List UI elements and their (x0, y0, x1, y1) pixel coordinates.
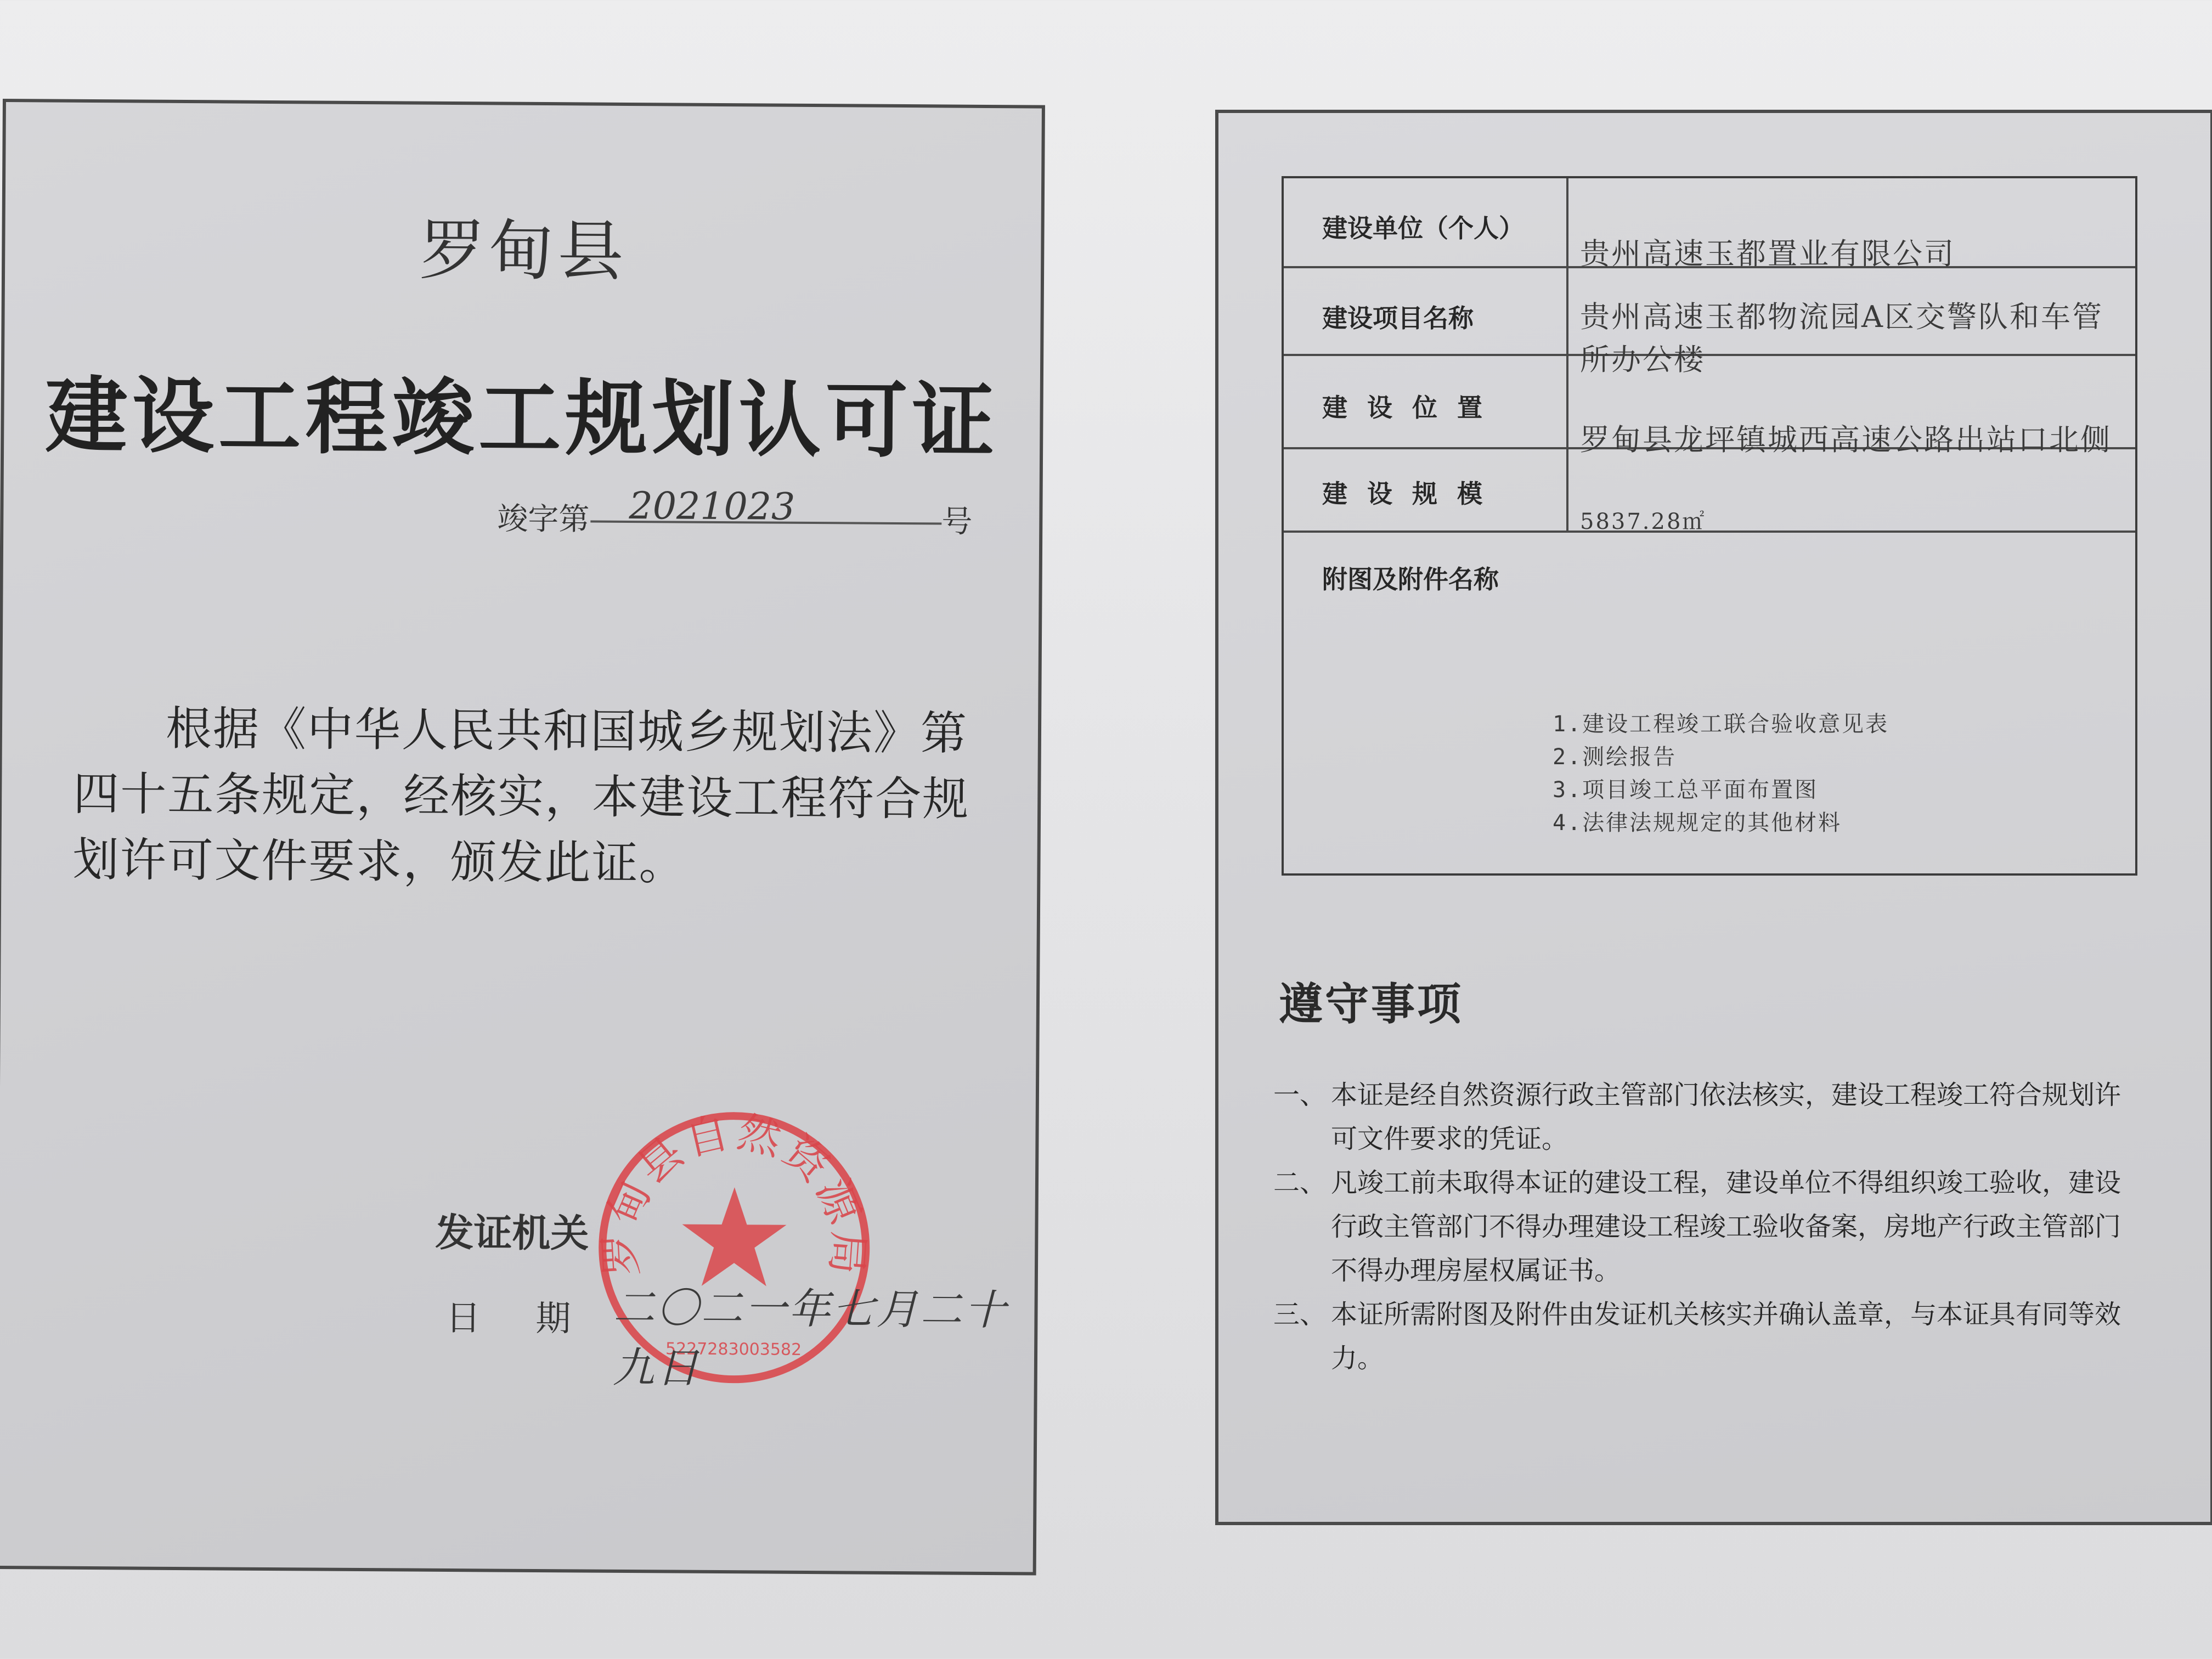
issuing-authority-label: 发证机关 (435, 1210, 589, 1256)
certificate-number-value: 2021023 (590, 484, 941, 525)
note-number: 一、 (1273, 1080, 1327, 1110)
attachments-label: 附图及附件名称 (1322, 565, 1499, 594)
project-info-table (1282, 176, 2137, 876)
certificate-left-page (0, 99, 1045, 1576)
construction-scale-value: 5837.28㎡ (1580, 509, 1706, 534)
note-number: 三、 (1273, 1299, 1327, 1330)
construction-unit-value: 贵州高速玉都置业有限公司 (1580, 236, 1955, 271)
list-item: 2.测绘报告 (1553, 744, 1677, 770)
notes-heading: 遵守事项 (1279, 979, 1463, 1030)
note-text: 本证所需附图及附件由发证机关核实并确认盖章，与本证具有同等效力。 (1331, 1299, 2121, 1374)
issue-date-label: 日期 (445, 1297, 626, 1340)
list-item: 4.法律法规规定的其他材料 (1553, 810, 1842, 836)
construction-location-label: 建 设 位 置 (1322, 393, 1488, 422)
certificate-number-suffix: 号 (941, 504, 973, 540)
seal-star-icon (682, 1187, 787, 1286)
county-title: 罗甸县 (419, 212, 627, 290)
construction-scale-label: 建 设 规 模 (1322, 479, 1488, 509)
construction-location-value: 罗甸县龙坪镇城西高速公路出站口北侧 (1580, 422, 2112, 457)
project-name-label: 建设项目名称 (1322, 303, 1474, 333)
note-text: 本证是经自然资源行政主管部门依法核实，建设工程竣工符合规划许可文件要求的凭证。 (1331, 1080, 2121, 1154)
attachments-list (1553, 708, 1889, 839)
certificate-title: 建设工程竣工规划认可证 (44, 368, 999, 470)
issue-date-value: 二〇二一年七月二十九日 (612, 1283, 1008, 1392)
construction-unit-label: 建设单位（个人） (1322, 213, 1524, 243)
note-item (1273, 1161, 2140, 1293)
note-text: 凡竣工前未取得本证的建设工程，建设单位不得组织竣工验收，建设行政主管部门不得办理建设工程竣工验收备案，房地产行政主管部门不得办理房屋权属证书。 (1331, 1167, 2121, 1286)
table-row-project (1284, 268, 2135, 377)
note-number: 二、 (1273, 1167, 1327, 1198)
certificate-body-text: 根据《中华人民共和国城乡规划法》第四十五条规定，经核实，本建设工程符合规划许可文件要求，颁发此证。 (72, 701, 970, 890)
note-item (1273, 1073, 2140, 1161)
seal-text: 罗甸县自然资源局 (595, 1107, 873, 1279)
project-name-value: 贵州高速玉都物流园A区交警队和车管所办公楼 (1580, 300, 2103, 377)
table-row-unit (1284, 178, 2135, 271)
seal-code: 5227283003582 (665, 1339, 802, 1359)
table-row-location (1284, 356, 2135, 457)
certificate-number-label: 竣字第 (497, 501, 590, 538)
certificate-right-page (1215, 110, 2212, 1525)
table-row-scale (1284, 449, 2135, 533)
list-item: 3.项目竣工总平面布置图 (1553, 777, 1819, 803)
list-item: 1.建设工程竣工联合验收意见表 (1553, 712, 1889, 737)
note-item (1273, 1293, 2140, 1380)
